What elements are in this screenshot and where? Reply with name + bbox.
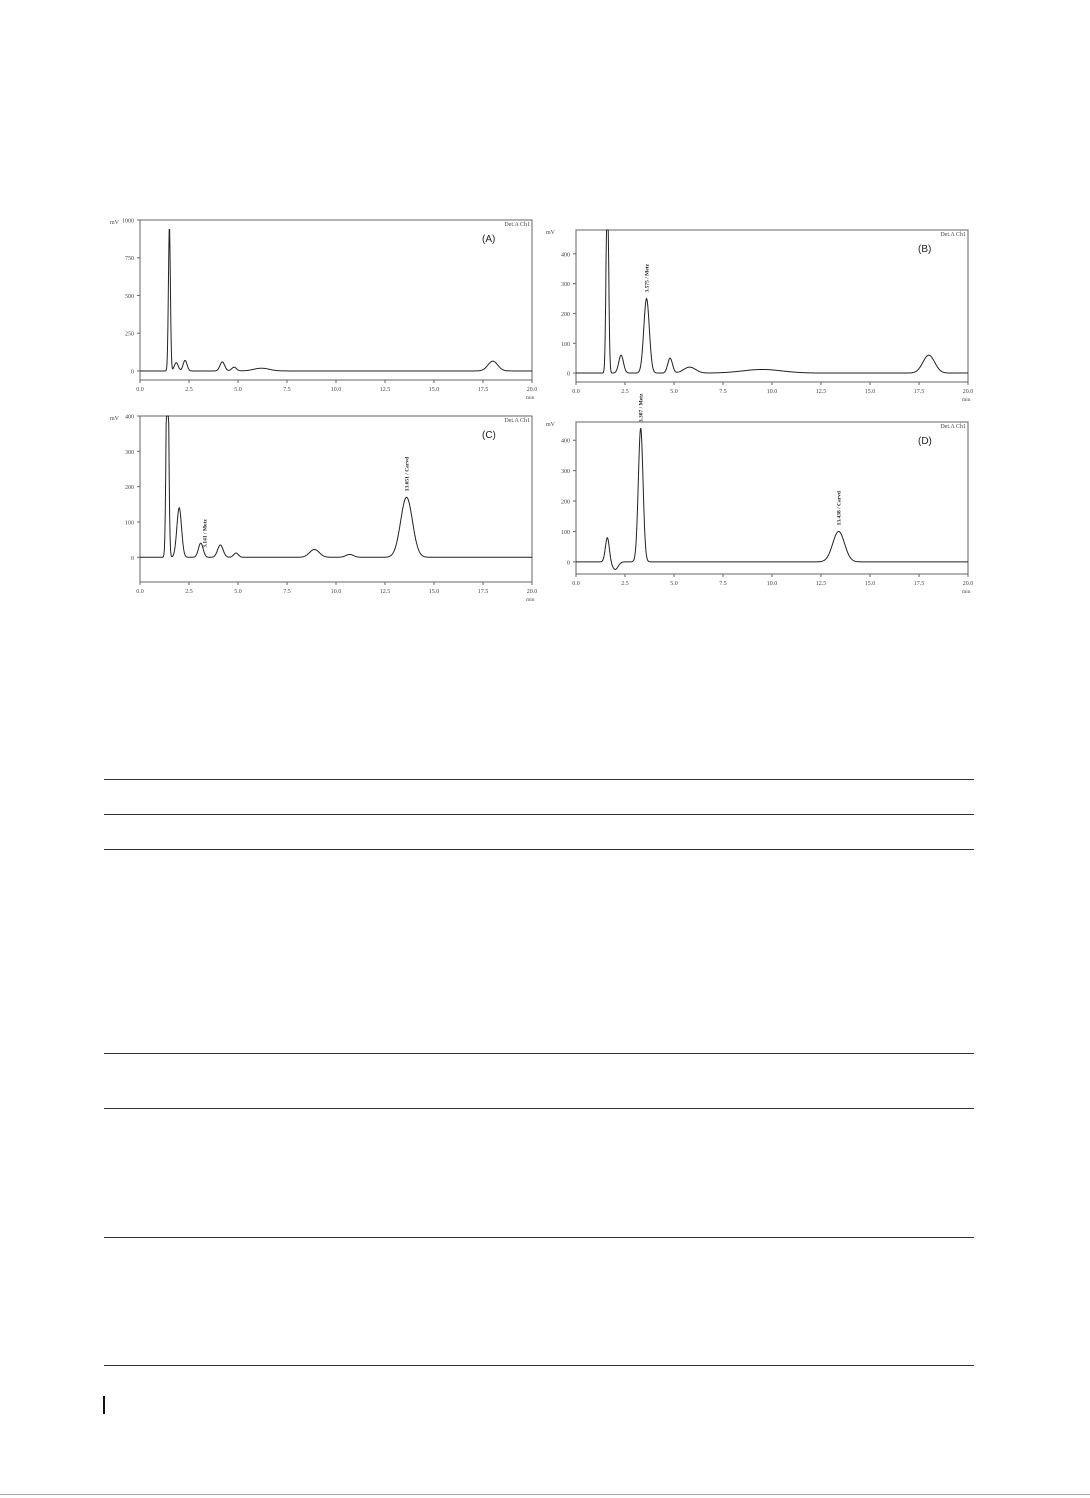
x-tick-label: 7.5 [283,589,291,595]
y-tick-label: 200 [125,485,134,492]
x-tick-label: 20.0 [962,581,974,587]
x-tick-label: 0.0 [572,389,580,395]
chromatogram-panel-a [100,212,540,402]
x-tick-label: 7.5 [283,387,291,393]
table-row-rule [104,1053,974,1054]
peak-annotation: 3.141 / Metz [202,519,209,548]
y-tick-label: 100 [561,529,570,536]
x-tick-label: 0.0 [136,589,144,595]
chromatogram-panel-b [540,222,980,402]
y-tick-label: 300 [125,449,134,456]
x-unit-label: min [962,397,971,403]
y-unit-label: mV [546,422,555,428]
plot-frame [140,220,532,380]
table-row-rule [104,1108,974,1109]
table-row-rule [104,1237,974,1238]
y-tick-label: 200 [561,499,570,506]
peak-annotation: 3.575 / Metz [644,263,651,293]
x-tick-label: 10.0 [330,387,342,393]
panel-label: (B) [918,244,932,255]
x-unit-label: min [962,589,971,595]
detector-label: Det.A Ch1 [504,418,530,424]
y-tick-label: 1000 [122,218,134,225]
y-unit-label: mV [110,220,119,226]
chromatogram-a-svg [100,212,540,402]
page-margin-marker [103,1396,105,1414]
y-tick-label: 500 [125,293,134,300]
chromatogram-b-svg [540,222,980,402]
y-tick-label: 200 [561,311,570,318]
x-tick-label: 17.5 [477,589,489,595]
y-tick-label: 400 [561,438,570,445]
x-tick-label: 15.0 [864,581,876,587]
chromatogram-d-svg [540,393,980,595]
x-tick-label: 20.0 [526,589,538,595]
x-tick-label: 2.5 [185,387,193,393]
table-header-rule [104,814,974,815]
detector-label: Det.A Ch1 [504,222,530,228]
x-tick-label: 7.5 [719,581,727,587]
table-bottom-rule [104,1365,974,1366]
x-unit-label: min [526,395,535,401]
peak-annotation: 3.307 / Metz [638,393,645,423]
x-tick-label: 15.0 [864,389,876,395]
chromatogram-trace [576,429,968,570]
y-tick-label: 400 [125,414,134,421]
peak-annotation: 13.438 / Carvd [836,491,843,526]
chromatogram-panel-d [540,393,980,595]
y-tick-label: 400 [561,252,570,259]
panel-label: (D) [918,436,932,447]
x-tick-label: 15.0 [428,589,440,595]
panel-label: (C) [482,430,496,441]
page-bottom-line [0,1494,1090,1495]
y-tick-label: 750 [125,256,134,263]
x-tick-label: 20.0 [526,387,538,393]
x-tick-label: 10.0 [766,581,778,587]
x-tick-label: 15.0 [428,387,440,393]
x-tick-label: 5.0 [670,581,678,587]
x-tick-label: 0.0 [136,387,144,393]
table-top-rule [104,779,974,780]
chromatogram-c-svg [100,408,540,603]
y-tick-label: 0 [131,369,134,376]
x-tick-label: 17.5 [913,581,925,587]
y-tick-label: 250 [125,331,134,338]
x-tick-label: 12.5 [379,589,391,595]
x-tick-label: 0.0 [572,581,580,587]
y-unit-label: mV [110,416,119,422]
x-tick-label: 5.0 [670,389,678,395]
chromatogram-panel-c [100,408,540,603]
plot-frame [576,422,968,574]
x-tick-label: 12.5 [815,389,827,395]
x-tick-label: 10.0 [330,589,342,595]
detector-label: Det.A Ch1 [940,232,966,238]
x-tick-label: 12.5 [379,387,391,393]
y-tick-label: 300 [561,282,570,289]
x-tick-label: 2.5 [621,581,629,587]
panel-label: (A) [482,234,496,245]
y-tick-label: 0 [131,555,134,562]
x-tick-label: 7.5 [719,389,727,395]
x-tick-label: 5.0 [234,589,242,595]
chromatogram-trace [576,230,968,373]
y-unit-label: mV [546,230,555,236]
y-tick-label: 100 [125,520,134,527]
x-tick-label: 12.5 [815,581,827,587]
peak-annotation: 13.651 / Carvd [404,456,411,492]
table-header-bottom-rule [104,849,974,850]
x-tick-label: 20.0 [962,389,974,395]
y-tick-label: 0 [567,371,570,378]
x-tick-label: 5.0 [234,387,242,393]
x-tick-label: 10.0 [766,389,778,395]
x-unit-label: min [526,597,535,603]
chromatogram-trace [140,230,532,371]
detector-label: Det.A Ch1 [940,424,966,430]
chromatogram-trace [140,416,532,557]
x-tick-label: 17.5 [913,389,925,395]
plot-frame [576,230,968,382]
y-tick-label: 300 [561,469,570,476]
y-tick-label: 100 [561,341,570,348]
y-tick-label: 0 [567,560,570,567]
x-tick-label: 17.5 [477,387,489,393]
x-tick-label: 2.5 [185,589,193,595]
x-tick-label: 2.5 [621,389,629,395]
